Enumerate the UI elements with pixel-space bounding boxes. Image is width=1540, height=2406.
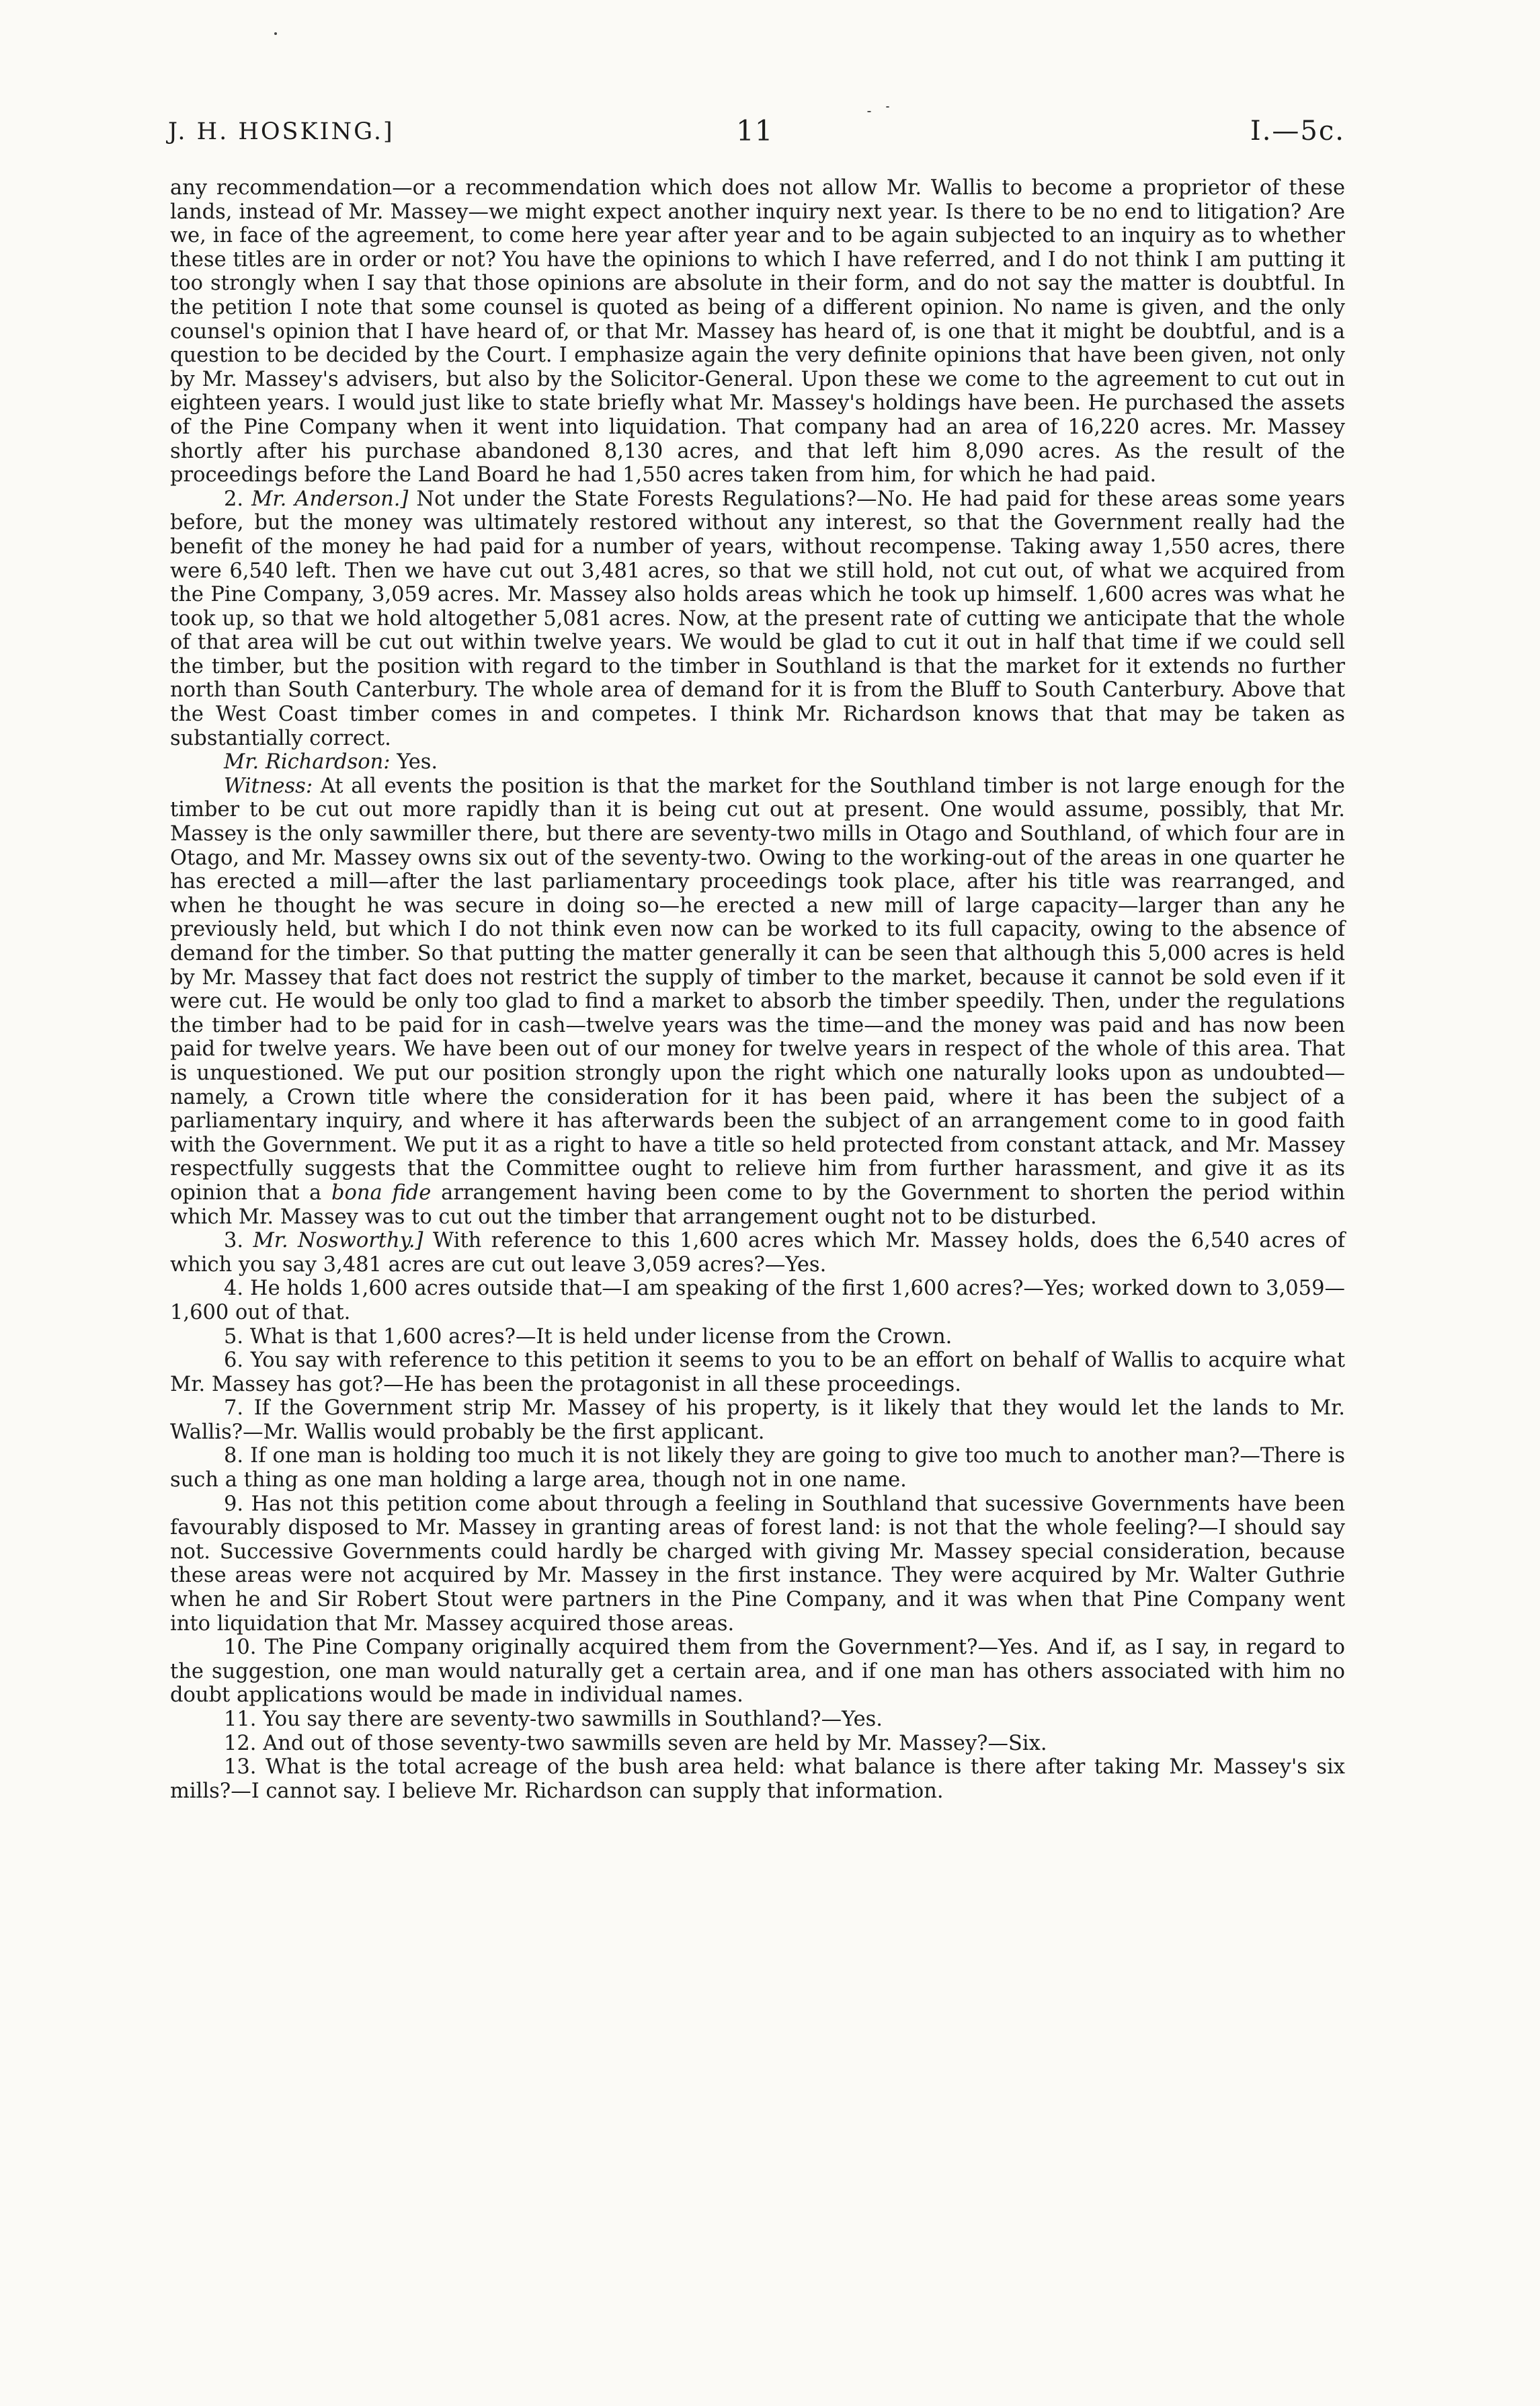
latin-term: bona fide	[331, 1180, 432, 1205]
paragraph-text: The Pine Company originally acquired them from the Government?—Yes. And if, as I say, in regard to the suggestion, one man would naturally get a certain area, and if one man has others associated with him no doubt applications would be made in individual names.	[170, 1636, 1346, 1708]
paragraph	[170, 1325, 1345, 1349]
question-number: 13.	[224, 1755, 257, 1779]
scan-speck	[867, 111, 871, 112]
paragraph	[170, 176, 1345, 487]
paragraph	[170, 1229, 1345, 1277]
question-number: 12.	[224, 1731, 257, 1755]
scan-speck	[886, 106, 889, 108]
question-number: 5.	[224, 1324, 244, 1349]
paragraph-text: You say there are seventy-two sawmills in Southland?—Yes.	[263, 1708, 883, 1731]
running-header-name: J. H. HOSKING.]	[168, 118, 395, 145]
question-number: 9.	[224, 1492, 244, 1516]
paragraph	[170, 1636, 1345, 1708]
paragraph	[170, 750, 1345, 774]
speaker: Witness:	[224, 774, 313, 798]
paragraph-text: If the Government strip Mr. Massey of his property, is it likely that they would let the lands to Mr. Wallis?—Mr. Wallis would probably be the first applicant.	[170, 1396, 1345, 1444]
page-number: 11	[736, 114, 774, 147]
question-number: 6.	[224, 1349, 244, 1373]
paragraph-text: Not under the State Forests Regulations?—No. He had paid for these areas some years before, but the money was ultimately restored without any interest, so that the Government really had the benefit of the money he had paid for a number of years, without recompense. Taking away 1,550 acres, there were 6,540 left. Then we have cut out 3,481 acres, so that we still hold, not cut out, of what we acquired from the Pine Company, 3,059 acres. Mr. Massey also holds areas which he took up himself. 1,600 acres was what he took up, so that we hold altogether 5,081 acres. Now, at the present rate of cutting we anticipate that the whole of that area will be cut out within twelve years. We would be glad to cut it out in half that time if we could sell the timber, but the position with regard to the timber in Southland is that the market for it extends no further north than South Canterbury. The whole area of demand for it is from the Bluff to South Canterbury. Above that the West Coast timber comes in and competes. I think Mr. Richardson knows that that may be taken as substantially correct.	[170, 487, 1345, 750]
paragraph	[170, 774, 1345, 1229]
question-number: 11.	[224, 1708, 257, 1731]
paragraph-text: arrangement having been come to by the Government to shorten the period within which Mr. Massey was to cut out the timber that arrangement ought not to be disturbed.	[170, 1180, 1346, 1229]
paragraph-text: At all events the position is that the market for the Southland timber is not large enough for the timber to be cut out more rapidly than it is being cut out at present. One would assume, possibly, that Mr. Massey is the only sawmiller there, but there are seventy-two mills in Otago and Southland, of which four are in Otago, and Mr. Massey owns six out of the seventy-two. Owing to the working-out of the areas in one quarter he has erected a mill—after the last parliamentary proceedings took place, after his title was rearranged, and when he thought he was secure in doing so—he erected a new mill of large capacity—larger than any he previously held, but which I do not think even now can be worked to its full capacity, owing to the absence of demand for the timber. So that putting the matter generally it can be seen that although this 5,000 acres is held by Mr. Massey that fact does not restrict the supply of timber to the market, because it cannot be sold even if it were cut. He would be only too glad to find a market to absorb the timber speedily. Then, under the regulations the timber had to be paid for in cash—twelve years was the time—and the money was paid and has now been paid for twelve years. We have been out of our money for twelve years in respect of the whole of this area. That is unquestioned. We put our position strongly upon the right which one naturally looks upon as undoubted—namely, a Crown title where the consideration for it has been paid, where it has been the subject of a parliamentary inquiry, and where it has afterwards been the subject of an arrangement come to in good faith with the Government. We put it as a right to have a title so held protected from constant attack, and Mr. Massey respectfully suggests that the Committee ought to relieve him from further harassment, and give it as its opinion that a	[170, 774, 1345, 1205]
paragraph	[170, 1755, 1345, 1803]
question-number: 2.	[224, 487, 244, 511]
question-number: 4.	[224, 1277, 244, 1301]
paragraph-text: And out of those seventy-two sawmills seven are held by Mr. Massey?—Six.	[263, 1731, 1047, 1755]
speaker: Mr. Richardson:	[224, 750, 391, 774]
paragraph-text: any recommendation—or a recommendation which does not allow Mr. Wallis to become a proprietor of these lands, instead of Mr. Massey—we might expect another inquiry next year. Is there to be no end to litigation? Are we, in face of the agreement, to come here year after year and to be again subjected to an inquiry as to whether these titles are in order or not? You have the opinions to which I have referred, and I do not think I am putting it too strongly when I say that those opinions are absolute in their form, and do not say the matter is doubtful. In the petition I note that some counsel is quoted as being of a different opinion. No name is given, and the only counsel's opinion that I have heard of, or that Mr. Massey has heard of, is one that it might be doubtful, and is a question to be decided by the Court. I emphasize again the very definite opinions that have been given, not only by Mr. Massey's advisers, but also by the Solicitor-General. Upon these we come to the agreement to cut out in eighteen years. I would just like to state briefly what Mr. Massey's holdings have been. He purchased the assets of the Pine Company when it went into liquidation. That company had an area of 16,220 acres. Mr. Massey shortly after his purchase abandoned 8,130 acres, and that left him 8,090 acres. As the result of the proceedings before the Land Board he had 1,550 acres taken from him, for which he had paid.	[170, 176, 1345, 487]
paragraph-text: If one man is holding too much it is not likely they are going to give too much to another man?—There is such a thing as one man holding a large area, though not in one name.	[170, 1444, 1345, 1492]
paragraph	[170, 487, 1345, 751]
paragraph	[170, 1732, 1345, 1756]
question-number: 10.	[224, 1636, 257, 1660]
paragraph-text: You say with reference to this petition it seems to you to be an effort on behalf of Wallis to acquire what Mr. Massey has got?—He has been the protagonist in all these proceedings.	[170, 1349, 1345, 1396]
paragraph-text: What is the total acreage of the bush area held: what balance is there after taking Mr. Massey's six mills?—I cannot say. I believe Mr. Richardson can supply that information.	[170, 1755, 1345, 1803]
document-reference: I.—5c.	[1250, 116, 1345, 147]
paragraph	[170, 1708, 1345, 1732]
paragraph-text: He holds 1,600 acres outside that—I am speaking of the first 1,600 acres?—Yes; worked down to 3,059—1,600 out of that.	[170, 1277, 1345, 1324]
paragraph	[170, 1396, 1345, 1444]
speaker: Mr. Anderson.]	[251, 487, 409, 511]
scan-speck	[274, 32, 277, 35]
question-number: 7.	[224, 1396, 244, 1420]
speaker: Mr. Nosworthy.]	[253, 1229, 423, 1253]
paragraph-text: Has not this petition come about through a feeling in Southland that sucessive Governments have been favourably disposed to Mr. Massey in granting areas of forest land: is not that the whole feeling?—I should say not. Successive Governments could hardly be charged with giving Mr. Massey special consideration, because these areas were not acquired by Mr. Massey in the first instance. They were acquired by Mr. Walter Guthrie when he and Sir Robert Stout were partners in the Pine Company, and it was when that Pine Company went into liquidation that Mr. Massey acquired those areas.	[170, 1492, 1345, 1636]
question-number: 8.	[224, 1444, 244, 1468]
paragraph	[170, 1277, 1345, 1324]
document-body	[170, 176, 1345, 1803]
paragraph	[170, 1492, 1345, 1636]
paragraph-text: With reference to this 1,600 acres which Mr. Massey holds, does the 6,540 acres of which you say 3,481 acres are cut out leave 3,059 acres?—Yes.	[170, 1229, 1345, 1277]
paragraph	[170, 1349, 1345, 1396]
paragraph-text: Yes.	[390, 750, 438, 774]
question-number: 3.	[224, 1229, 244, 1253]
paragraph-text: What is that 1,600 acres?—It is held under license from the Crown.	[249, 1324, 953, 1349]
paragraph	[170, 1444, 1345, 1492]
